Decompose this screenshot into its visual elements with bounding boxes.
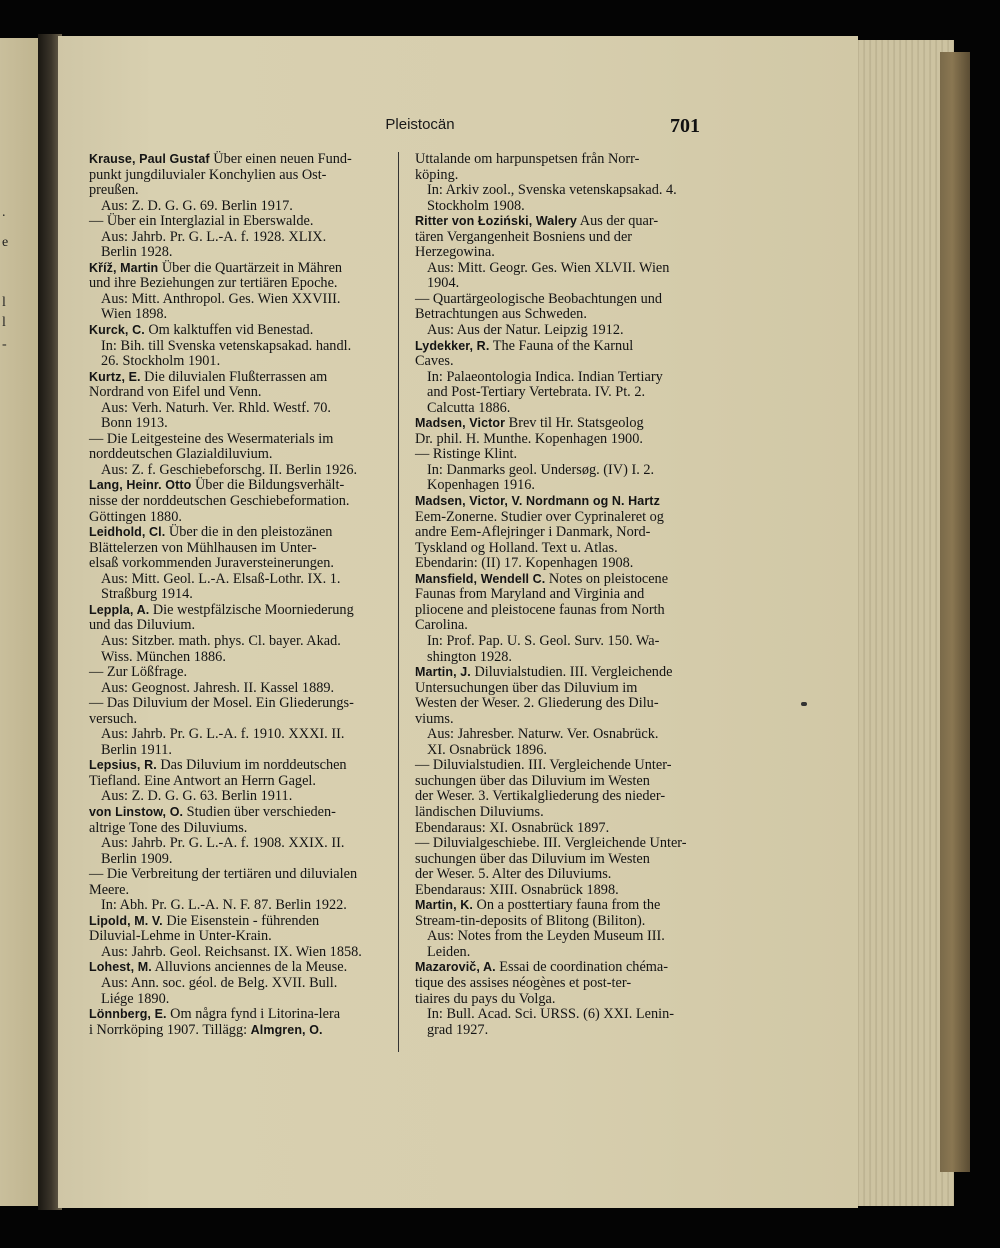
entry-line: Blättelerzen von Mühlhausen im Unter- <box>89 539 317 556</box>
entry-line: pliocene and pleistocene faunas from North <box>415 601 665 618</box>
entry-text: Das Diluvium im norddeutschen <box>156 757 347 774</box>
facing-page-mark: l <box>2 295 6 310</box>
entry-line: Meere. <box>89 881 130 898</box>
entry-author: Lönnberg, E. <box>89 1007 167 1022</box>
entry-line <box>89 1023 379 1039</box>
entry-line: Aus: Jahrb. Pr. G. L.-A. f. 1928. XLIX. <box>101 228 327 245</box>
entry-line: XI. Osnabrück 1896. <box>427 741 547 758</box>
entry-line: Carolina. <box>415 617 468 634</box>
entry-line: In: Arkiv zool., Svenska vetenskapsakad. 4. <box>427 182 677 199</box>
entry-author: Leidhold, Cl. <box>89 525 166 540</box>
entry-text: Die Eisenstein - führenden <box>162 912 320 929</box>
entry-line: — Diluvialstudien. III. Vergleichende Unter- <box>415 757 672 774</box>
entry-line: Aus: Verh. Naturh. Ver. Rhld. Westf. 70. <box>101 399 331 416</box>
bibliography-entry <box>89 261 379 323</box>
entry-line <box>89 323 379 339</box>
entry-author: Ritter von Łoziński, Walery <box>415 214 577 229</box>
entry-text: On a posttertiary fauna from the <box>472 897 661 914</box>
entry-line <box>415 494 698 510</box>
entry-line: und das Diluvium. <box>89 617 196 634</box>
entry-line: Göttingen 1880. <box>89 508 182 525</box>
bibliography-entry <box>89 758 379 805</box>
entry-line: Tiefland. Eine Antwort an Herrn Gagel. <box>89 772 316 789</box>
entry-line: altrige Tone des Diluviums. <box>89 819 248 836</box>
entry-line: elsaß vorkommenden Juraversteinerungen. <box>89 555 334 572</box>
bibliography-entry <box>89 914 379 961</box>
entry-line: der Weser. 3. Vertikalgliederung des nieder- <box>415 788 666 805</box>
entry-line <box>415 898 698 914</box>
entry-line <box>89 478 379 494</box>
entry-line: Diluvial-Lehme in Unter-Krain. <box>89 928 272 945</box>
running-header: Pleistocän <box>385 116 455 133</box>
entry-author: Kurtz, E. <box>89 369 141 384</box>
entry-line: tique des assises néogènes et post-ter- <box>415 974 632 991</box>
entry-text: Über einen neuen Fund- <box>209 151 352 167</box>
entry-line <box>415 960 698 976</box>
entry-line: Caves. <box>415 353 454 370</box>
left-column <box>89 152 379 1038</box>
entry-line: Straßburg 1914. <box>101 586 193 603</box>
entry-line: In: Prof. Pap. U. S. Geol. Surv. 150. Wa- <box>427 632 660 649</box>
entry-line: Aus: Z. f. Geschiebeforschg. II. Berlin 1926. <box>101 461 358 478</box>
entry-line <box>89 960 379 976</box>
bibliography-entry <box>89 370 379 479</box>
entry-line: Aus: Mitt. Geogr. Ges. Wien XLVII. Wien <box>427 259 670 276</box>
entry-line: Leiden. <box>427 943 471 960</box>
entry-author: von Linstow, O. <box>89 804 184 819</box>
entry-line: suchungen über das Diluvium im Westen <box>415 850 650 867</box>
entry-line: Wiss. München 1886. <box>101 648 226 665</box>
entry-line: Berlin 1928. <box>101 244 173 261</box>
entry-line: Eem-Zonerne. Studier over Cyprinaleret og <box>415 508 664 525</box>
entry-line: Aus: Ann. soc. géol. de Belg. XVII. Bull. <box>101 974 338 991</box>
entry-text: Über die Quartärzeit in Mähren <box>158 259 343 276</box>
entry-text: Über die in den pleistozänen <box>165 524 333 541</box>
facing-page-mark: . <box>2 205 6 220</box>
entry-text: Die diluvialen Flußterrassen am <box>140 368 328 385</box>
entry-line: — Quartärgeologische Beobachtungen und <box>415 290 663 307</box>
entry-line: — Diluvialgeschiebe. III. Vergleichende Unter- <box>415 835 687 852</box>
bibliography-entry <box>415 214 698 338</box>
entry-line: 1904. <box>427 275 460 292</box>
entry-line: and Post-Tertiary Vertebrata. IV. Pt. 2. <box>427 384 646 401</box>
bibliography-entry <box>415 665 698 898</box>
entry-line: Aus: Jahrb. Pr. G. L.-A. f. 1910. XXXI. II. <box>101 726 345 743</box>
entry-line: Aus: Jahrb. Geol. Reichsanst. IX. Wien 1858. <box>101 943 362 960</box>
entry-line: Aus: Aus der Natur. Leipzig 1912. <box>427 322 624 339</box>
right-column <box>415 152 698 1038</box>
entry-line: Stream-tin-deposits of Blitong (Biliton). <box>415 912 646 929</box>
facing-page-mark: e <box>2 235 9 250</box>
entry-line: Aus: Notes from the Leyden Museum III. <box>427 928 665 945</box>
entry-line: Dr. phil. H. Munthe. Kopenhagen 1900. <box>415 430 643 447</box>
bibliography-entry <box>89 323 379 370</box>
entry-line: In: Palaeontologia Indica. Indian Tertiary <box>427 368 663 385</box>
entry-author: Mazarovič, A. <box>415 960 496 975</box>
bibliography-entry <box>89 478 379 525</box>
entry-line <box>415 339 698 355</box>
entry-line: Nordrand von Eifel und Venn. <box>89 384 262 401</box>
entry-line: ländischen Diluviums. <box>415 803 544 820</box>
entry-line: Stockholm 1908. <box>427 197 525 214</box>
entry-line: viums. <box>415 710 454 727</box>
facing-page-mark: - <box>2 337 7 352</box>
entry-author: Lohest, M. <box>89 960 152 975</box>
entry-text: Die westpfälzische Moorniederung <box>149 601 354 618</box>
bibliography-entry <box>89 805 379 914</box>
entry-author: Leppla, A. <box>89 602 150 617</box>
book-cover-edge <box>940 52 970 1172</box>
bibliography-entry <box>415 572 698 665</box>
entry-line <box>415 665 698 681</box>
entry-line: In: Abh. Pr. G. L.-A. N. F. 87. Berlin 1922. <box>101 897 347 914</box>
entry-line <box>415 214 698 230</box>
entry-line: norddeutschen Glazialdiluvium. <box>89 446 273 463</box>
bibliography-entry <box>89 960 379 1007</box>
entry-text: Om några fynd i Litorina-lera <box>166 1006 341 1023</box>
entry-text: Alluvions anciennes de la Meuse. <box>151 959 348 976</box>
entry-line: Aus: Geognost. Jahresh. II. Kassel 1889. <box>101 679 335 696</box>
entry-line: In: Danmarks geol. Undersøg. (IV) I. 2. <box>427 461 655 478</box>
column-divider <box>398 152 399 1052</box>
entry-line: Aus: Z. D. G. G. 63. Berlin 1911. <box>101 788 293 805</box>
entry-line: der Weser. 5. Alter des Diluviums. <box>415 866 612 883</box>
entry-text: Notes on pleistocene <box>545 570 669 587</box>
entry-line: andre Eem-Aflejringer i Danmark, Nord- <box>415 524 651 541</box>
entry-author: Lepsius, R. <box>89 758 157 773</box>
entry-line: In: Bih. till Svenska vetenskapsakad. handl. <box>101 337 352 354</box>
entry-line: Bonn 1913. <box>101 415 168 432</box>
entry-text: The Fauna of the Karnul <box>489 337 634 354</box>
entry-line: Ebendaraus: XIII. Osnabrück 1898. <box>415 881 619 898</box>
page-number: 701 <box>670 115 700 137</box>
entry-line: versuch. <box>89 710 138 727</box>
facing-page-marks <box>2 198 14 360</box>
entry-line: köping. <box>415 166 459 183</box>
entry-line: — Ristinge Klint. <box>415 446 518 463</box>
entry-author: Lipold, M. V. <box>89 913 163 928</box>
entry-line: shington 1928. <box>427 648 512 665</box>
facing-page-edge <box>0 38 40 1206</box>
entry-line: — Die Leitgesteine des Wesermaterials im <box>89 430 334 447</box>
entry-line: Berlin 1909. <box>101 850 173 867</box>
entry-line: Herzegowina. <box>415 244 495 261</box>
entry-line: 26. Stockholm 1901. <box>101 353 221 370</box>
entry-line: nisse der norddeutschen Geschiebeformation. <box>89 493 350 510</box>
entry-author: Krause, Paul Gustaf <box>89 152 210 166</box>
entry-line: Berlin 1911. <box>101 741 172 758</box>
entry-line <box>89 914 379 930</box>
entry-line: punkt jungdiluvialer Konchylien aus Ost- <box>89 166 327 183</box>
entry-line: — Zur Lößfrage. <box>89 664 188 681</box>
entry-author: Martin, J. <box>415 665 471 680</box>
entry-line: Betrachtungen aus Schweden. <box>415 306 587 323</box>
entry-text: Essai de coordination chéma- <box>495 959 669 976</box>
entry-line: Westen der Weser. 2. Gliederung des Dilu- <box>415 695 659 712</box>
entry-text: i Norrköping 1907. Tillägg: <box>89 1021 251 1038</box>
entry-line: Aus: Sitzber. math. phys. Cl. bayer. Akad. <box>101 632 341 649</box>
entry-author: Lang, Heinr. Otto <box>89 478 192 493</box>
ink-blot <box>801 702 807 706</box>
entry-author: Almgren, O. <box>250 1022 323 1037</box>
entry-line <box>89 370 379 386</box>
entry-line: preußen. <box>89 182 139 199</box>
entry-line: — Die Verbreitung der tertiären und diluvialen <box>89 866 358 883</box>
entry-text: Diluvialstudien. III. Vergleichende <box>470 664 673 681</box>
entry-line: suchungen über das Diluvium im Westen <box>415 772 650 789</box>
entry-line: Calcutta 1886. <box>427 399 511 416</box>
entry-text: Brev til Hr. Statsgeolog <box>505 415 644 432</box>
entry-line: tären Vergangenheit Bosniens und der <box>415 228 633 245</box>
bibliography-entry <box>415 960 698 1038</box>
entry-line: Faunas from Maryland and Virginia and <box>415 586 645 603</box>
entry-text: Studien über verschieden- <box>183 803 336 820</box>
entry-line: Ebendaraus: XI. Osnabrück 1897. <box>415 819 610 836</box>
entry-line: Aus: Jahresber. Naturw. Ver. Osnabrück. <box>427 726 659 743</box>
entry-line: Liége 1890. <box>101 990 170 1007</box>
bibliography-entry <box>415 339 698 417</box>
bibliography-entry <box>89 152 379 261</box>
facing-page-mark: l <box>2 315 6 330</box>
entry-text: Om kalktuffen vid Benestad. <box>144 322 314 339</box>
entry-author: Madsen, Victor, V. Nordmann og N. Hartz <box>415 494 660 509</box>
entry-line: Aus: Z. D. G. G. 69. Berlin 1917. <box>101 197 293 214</box>
entry-line <box>415 416 698 432</box>
entry-line: Kopenhagen 1916. <box>427 477 535 494</box>
entry-line: und ihre Beziehungen zur tertiären Epoche. <box>89 275 338 292</box>
entry-author: Kříž, Martin <box>89 260 159 275</box>
entry-line: Ebendarin: (II) 17. Kopenhagen 1908. <box>415 555 634 572</box>
entry-line: Wien 1898. <box>101 306 168 323</box>
entry-author: Mansfield, Wendell C. <box>415 571 546 586</box>
entry-line: — Über ein Interglazial in Eberswalde. <box>89 213 314 230</box>
bibliography-entry <box>415 898 698 960</box>
entry-line: — Das Diluvium der Mosel. Ein Gliederungs- <box>89 695 354 712</box>
bibliography-entry <box>415 152 698 214</box>
entry-line: Tyskland og Holland. Text u. Atlas. <box>415 539 618 556</box>
entry-line <box>89 758 379 774</box>
entry-text: Über die Bildungsverhält- <box>191 477 345 494</box>
entry-line <box>415 572 698 588</box>
entry-line <box>89 805 379 821</box>
entry-author: Kurck, C. <box>89 323 145 338</box>
entry-line: grad 1927. <box>427 1021 489 1038</box>
entry-line: Aus: Mitt. Geol. L.-A. Elsaß-Lothr. IX. 1. <box>101 570 341 587</box>
entry-author: Madsen, Victor <box>415 416 506 431</box>
entry-line <box>89 525 379 541</box>
entry-line <box>89 603 379 619</box>
bibliography-entry <box>89 603 379 758</box>
bibliography-entry <box>89 525 379 603</box>
bibliography-entry <box>415 494 698 572</box>
entry-author: Lydekker, R. <box>415 338 490 353</box>
entry-line: Aus: Mitt. Anthropol. Ges. Wien XXVIII. <box>101 290 341 307</box>
entry-line <box>89 152 379 168</box>
entry-line: tiaires du pays du Volga. <box>415 990 556 1007</box>
entry-line: Aus: Jahrb. Pr. G. L.-A. f. 1908. XXIX. II. <box>101 835 345 852</box>
entry-line: Untersuchungen über das Diluvium im <box>415 679 638 696</box>
bibliography-entry <box>415 416 698 494</box>
entry-line <box>89 261 379 277</box>
bibliography-entry <box>89 1007 379 1038</box>
entry-author: Martin, K. <box>415 898 473 913</box>
entry-text: Aus der quar- <box>577 213 659 230</box>
entry-line <box>89 1007 379 1023</box>
entry-line: Uttalande om harpunspetsen från Norr- <box>415 151 640 167</box>
entry-line: In: Bull. Acad. Sci. URSS. (6) XXI. Lenin- <box>427 1006 674 1023</box>
